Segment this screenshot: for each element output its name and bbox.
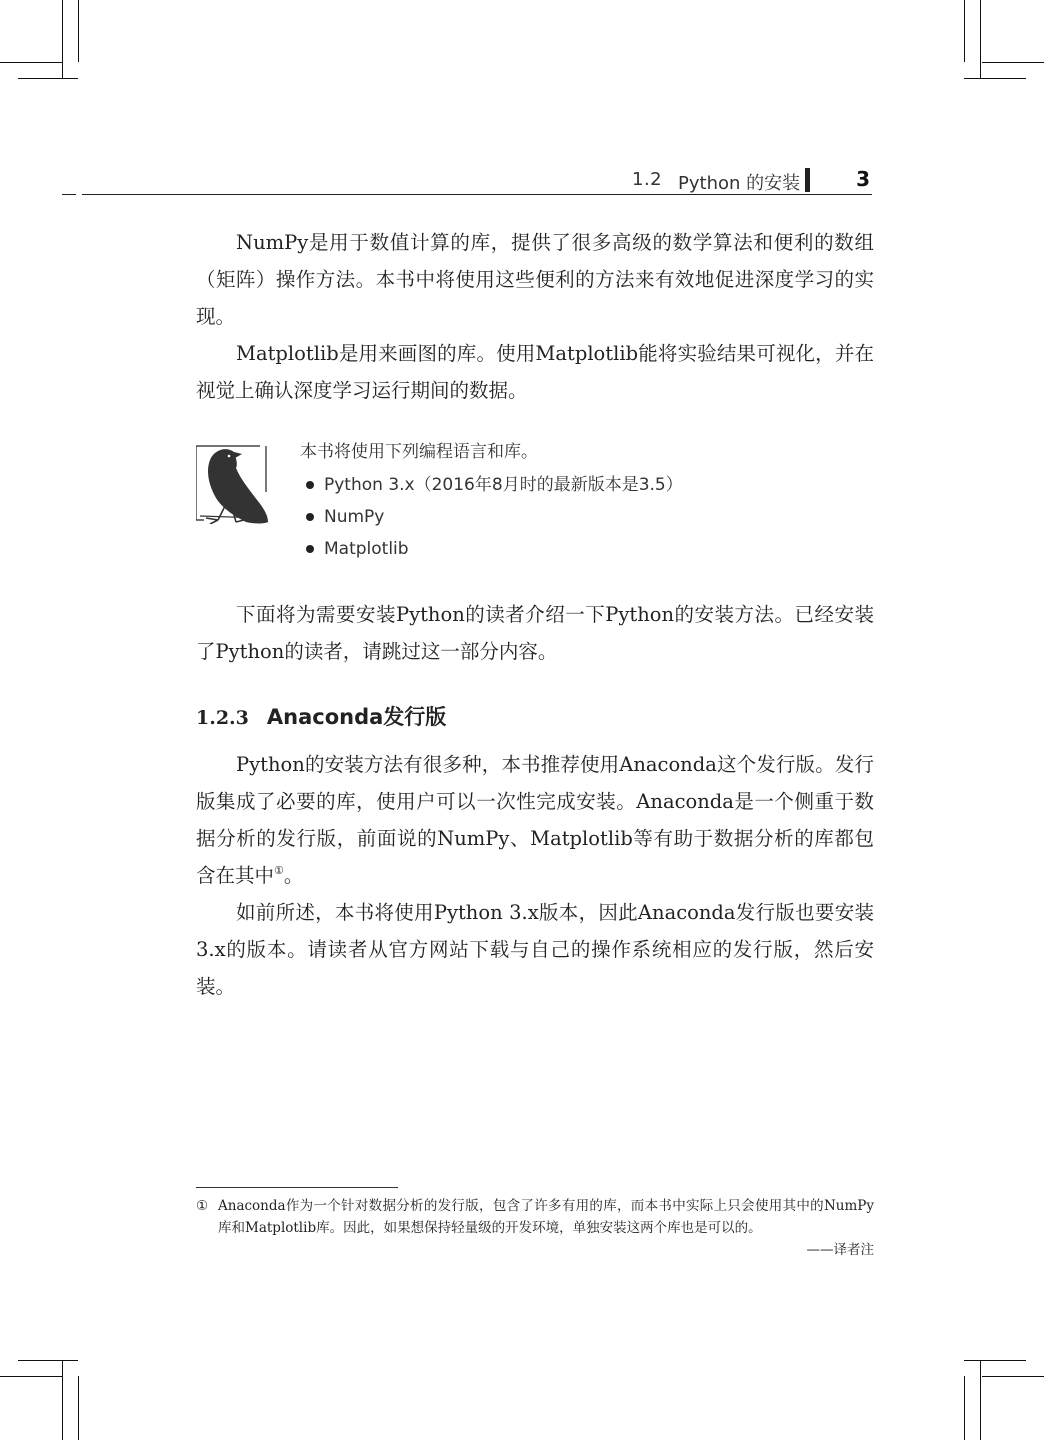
list-item [300,470,860,502]
note-intro: 本书将使用下列编程语言和库。 [300,442,538,462]
section-heading [196,700,446,732]
crop-mark [78,1376,79,1440]
footnote-rule [196,1187,398,1188]
footnote-mark: ① [196,1198,209,1214]
crop-mark [964,78,1026,79]
crop-mark [982,62,1044,63]
section-title: Anaconda发行版 [266,705,447,729]
header-section-title: Python 的安装 [678,173,801,194]
bullet-icon [306,513,314,521]
header-bar [805,168,810,192]
paragraph-anaconda-text: Python的安装方法有很多种，本书推荐使用Anaconda这个发行版。发行版集成了必要的库，使用户可以一次性完成安装。Anaconda是一个侧重于数据分析的发行版，前面说的NumPy、Matplotlib等有助于数据分析的库都包含在其中 [196,753,874,887]
list-item-text: NumPy [324,507,385,527]
paragraph-anaconda-intro [196,746,874,894]
crop-mark [964,1360,1026,1361]
running-header [600,168,872,194]
footnote-reference: ① [274,864,284,877]
page-number: 3 [856,167,870,191]
crop-mark [980,0,981,78]
crop-mark [980,1360,981,1440]
footnote-signature: ——译者注 [806,1242,874,1258]
crow-icon [196,444,270,524]
paragraph-matplotlib: Matplotlib是用来画图的库。使用Matplotlib能将实验结果可视化，并在视觉上确认深度学习运行期间的数据。 [196,342,874,402]
crop-mark [964,1376,965,1440]
footnote-text: Anaconda作为一个针对数据分析的发行版，包含了许多有用的库，而本书中实际上只会使用其中的NumPy库和Matplotlib库。因此，如果想保持轻量级的开发环境，单独安装这两个库也是可以的。 [218,1198,874,1236]
paragraph-anaconda-end: 。 [283,864,304,887]
header-rule [82,194,872,195]
crop-mark [0,62,62,63]
note-box [300,438,860,566]
list-item-text: Matplotlib [324,539,409,559]
crop-mark [62,0,63,78]
list-item [300,534,860,566]
crop-mark [78,0,79,62]
header-section-number: 1.2 [632,169,663,190]
crop-mark [982,1376,1044,1377]
note-list [300,470,860,566]
list-item-text: Python 3.x（2016年8月时的最新版本是3.5） [324,475,683,495]
crop-mark [62,1360,63,1440]
section-number: 1.2.3 [196,707,249,729]
paragraph-install-intro: 下面将为需要安装Python的读者介绍一下Python的安装方法。已经安装了Python的读者，请跳过这一部分内容。 [196,603,874,663]
crop-mark [0,1376,62,1377]
bullet-icon [306,545,314,553]
paragraph-anaconda-version: 如前所述，本书将使用Python 3.x版本，因此Anaconda发行版也要安装3.x的版本。请读者从官方网站下载与自己的操作系统相应的发行版，然后安装。 [196,901,874,998]
list-item [300,502,860,534]
header-rule [62,194,76,195]
crop-mark [18,1360,78,1361]
paragraph-numpy: NumPy是用于数值计算的库，提供了很多高级的数学算法和便利的数组（矩阵）操作方法。本书中将使用这些便利的方法来有效地促进深度学习的实现。 [196,231,874,328]
crop-mark [964,0,965,62]
bullet-icon [306,481,314,489]
footnote [196,1195,874,1261]
crop-mark [18,78,78,79]
